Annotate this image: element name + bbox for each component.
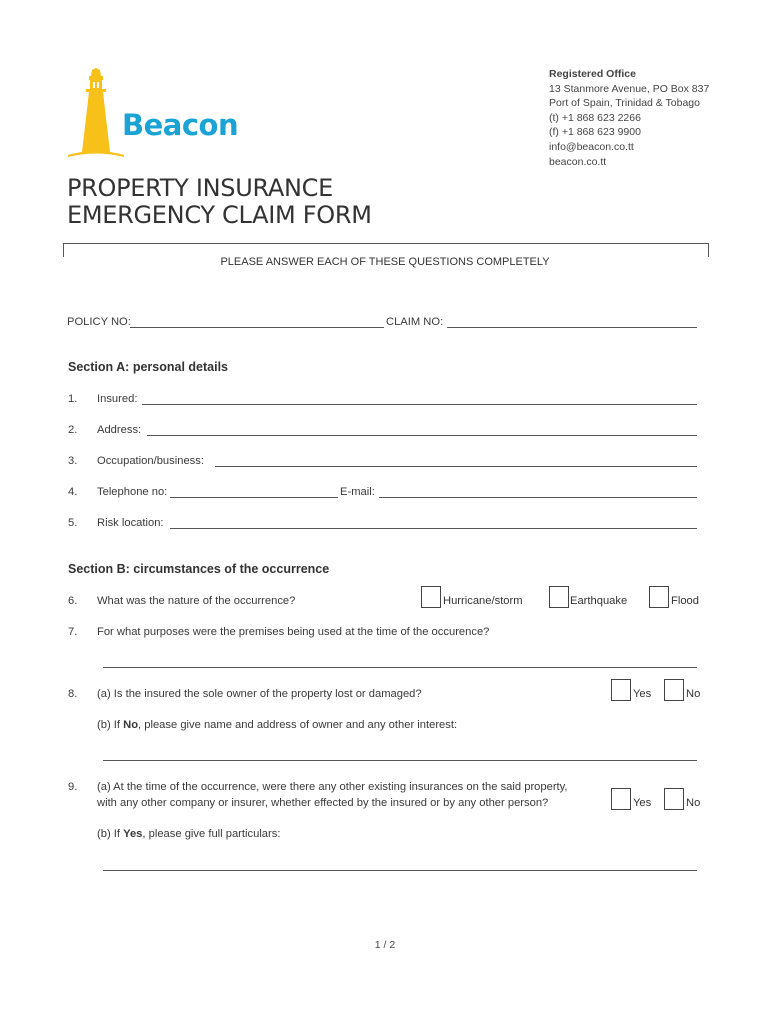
- q8-yes-checkbox[interactable]: [611, 679, 631, 701]
- telephone-label: Telephone no:: [97, 486, 168, 498]
- address-input[interactable]: [150, 421, 693, 435]
- address-line: [147, 435, 697, 436]
- telephone-line: [170, 497, 338, 498]
- q9b-prefix: (b) If: [97, 828, 124, 840]
- item-number: 6.: [68, 595, 78, 607]
- office-title: Registered Office: [549, 68, 636, 80]
- q9-no-checkbox[interactable]: [664, 788, 684, 810]
- insured-input[interactable]: [145, 390, 693, 404]
- q8b-prefix: (b) If: [97, 719, 124, 731]
- q8b-text: [97, 719, 457, 731]
- q9b-bold: Yes: [123, 828, 143, 840]
- email-label: E-mail:: [340, 486, 375, 498]
- item-number: 3.: [68, 455, 78, 467]
- occupation-input[interactable]: [218, 452, 693, 466]
- risk-location-line: [170, 528, 697, 529]
- q9a-line1: (a) At the time of the occurrence, were there any other existing insurances on the said property,: [97, 781, 568, 793]
- q8-yes-label: Yes: [633, 688, 652, 700]
- q9b-text: [97, 828, 280, 840]
- q9b-answer-line: [103, 870, 697, 871]
- item-number: 1.: [68, 393, 78, 405]
- office-city: Port of Spain, Trinidad & Tobago: [549, 97, 700, 110]
- risk-location-input[interactable]: [173, 514, 693, 528]
- header-divider: [63, 243, 709, 257]
- telephone-input[interactable]: [173, 483, 335, 497]
- q8b-bold: No: [123, 719, 139, 731]
- claim-no-line: [447, 327, 697, 328]
- policy-no-line: [130, 327, 384, 328]
- occupation-label: Occupation/business:: [97, 455, 204, 467]
- claim-no-input[interactable]: [450, 313, 694, 327]
- q8b-suffix: , please give name and address of owner and any other interest:: [138, 719, 458, 731]
- occupation-line: [215, 466, 697, 467]
- item-number: 2.: [68, 424, 78, 436]
- office-website[interactable]: beacon.co.tt: [549, 155, 607, 168]
- q9-no-label: No: [686, 797, 701, 809]
- q8b-answer-input[interactable]: [106, 746, 694, 760]
- q7-answer-line: [103, 667, 697, 668]
- section-a-title: Section A: personal details: [68, 360, 228, 374]
- earthquake-label: Earthquake: [570, 595, 628, 607]
- flood-label: Flood: [671, 595, 699, 607]
- email-line: [379, 497, 697, 498]
- beacon-logo: [66, 68, 126, 158]
- item-number: 4.: [68, 486, 78, 498]
- form-title: [67, 175, 372, 229]
- claim-no-label: CLAIM NO:: [386, 316, 444, 328]
- risk-location-label: Risk location:: [97, 517, 164, 529]
- q8a-text: (a) Is the insured the sole owner of the property lost or damaged?: [97, 688, 422, 700]
- office-fax: (f) +1 868 623 9900: [549, 126, 641, 139]
- q9-yes-checkbox[interactable]: [611, 788, 631, 810]
- instruction-text: PLEASE ANSWER EACH OF THESE QUESTIONS COMPLETELY: [220, 256, 550, 268]
- q8b-answer-line: [103, 760, 697, 761]
- policy-no-input[interactable]: [133, 313, 381, 327]
- form-title-line1: PROPERTY INSURANCE: [67, 174, 333, 202]
- flood-checkbox[interactable]: [649, 586, 669, 608]
- q9b-suffix: , please give full particulars:: [142, 828, 281, 840]
- hurricane-label: Hurricane/storm: [443, 595, 523, 607]
- q9a-line2: with any other company or insurer, whether effected by the insured or by any other person?: [97, 797, 549, 809]
- office-phone: (t) +1 868 623 2266: [549, 111, 641, 124]
- office-address: 13 Stanmore Avenue, PO Box 837: [549, 82, 710, 95]
- q8-no-label: No: [686, 688, 701, 700]
- item-number: 9.: [68, 781, 78, 793]
- lighthouse-icon: [66, 68, 126, 158]
- hurricane-checkbox[interactable]: [421, 586, 441, 608]
- item-number: 8.: [68, 688, 78, 700]
- q9b-answer-input[interactable]: [106, 856, 694, 870]
- q7-text: For what purposes were the premises being used at the time of the occurence?: [97, 626, 490, 638]
- earthquake-checkbox[interactable]: [549, 586, 569, 608]
- q6-text: What was the nature of the occurrence?: [97, 595, 296, 607]
- brand-name: Beacon: [122, 108, 239, 142]
- item-number: 7.: [68, 626, 78, 638]
- form-title-line2: EMERGENCY CLAIM FORM: [67, 201, 372, 229]
- registered-office: [549, 67, 709, 169]
- address-label: Address:: [97, 424, 142, 436]
- q7-answer-input[interactable]: [106, 653, 694, 667]
- section-b-title: Section B: circumstances of the occurrence: [68, 562, 330, 576]
- insured-line: [142, 404, 697, 405]
- q9-yes-label: Yes: [633, 797, 652, 809]
- insured-label: Insured:: [97, 393, 138, 405]
- item-number: 5.: [68, 517, 78, 529]
- q8-no-checkbox[interactable]: [664, 679, 684, 701]
- page-number: 1 / 2: [374, 939, 396, 951]
- email-input[interactable]: [382, 483, 693, 497]
- policy-no-label: POLICY NO:: [67, 316, 131, 328]
- office-email[interactable]: info@beacon.co.tt: [549, 140, 634, 153]
